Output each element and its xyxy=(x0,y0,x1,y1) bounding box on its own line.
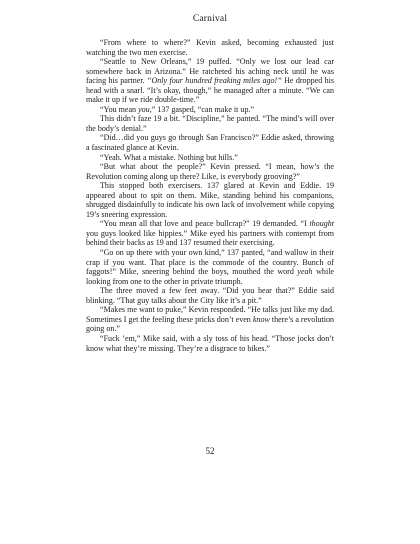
italic-run: thought xyxy=(309,219,334,229)
italic-run: “Only four hundred freaking miles ago!” xyxy=(147,76,282,86)
body-text xyxy=(86,38,334,353)
paragraph xyxy=(86,38,334,57)
text-run: “You mean xyxy=(100,104,139,114)
text-run: “But what about the people?” Kevin pressed. “I mean, how’s the Revolution coming along up there? Like, is everybody grooving?” xyxy=(86,162,334,181)
paragraph xyxy=(86,105,334,115)
text-run: there’s a revolution going on.” xyxy=(86,314,334,334)
text-run: He dropped his head with a snarl. “It’s okay, though,” he managed after a minute. “We can make it up if we ride double-time.” xyxy=(86,76,334,105)
text-run: “Makes me want to puke,” Kevin responded. “He talks just like my dad. Sometimes I get the feeling these pricks don’t even xyxy=(86,305,334,324)
text-run: “From where to where?” Kevin asked, becoming exhausted just watching the two men exercise. xyxy=(86,38,334,57)
text-run: This stopped both exercisers. 137 glared at Kevin and Eddie. 19 appeared about to spit on them. Mike, standing behind his companions, shrugged disdainfully to indicate his own lack of involvement while copying 19’s sneering expression. xyxy=(86,181,334,219)
paragraph xyxy=(86,248,334,286)
paragraph xyxy=(86,153,334,163)
paragraph xyxy=(86,57,334,105)
paragraph xyxy=(86,286,334,305)
text-run: “Did…did you guys go through San Francisco?” Eddie asked, throwing a fascinated glance at Kevin. xyxy=(86,133,334,153)
text-run: This didn’t faze 19 a bit. “Discipline,” he panted. “The mind’s will over the body’s denial.” xyxy=(86,114,334,133)
text-run: The three moved a few feet away. “Did you hear that?” Eddie said blinking. “That guy talks about the City like it’s a pit.” xyxy=(86,286,334,305)
paragraph xyxy=(86,162,334,181)
text-run: “Fuck ’em,” Mike said, with a sly toss of his head. “Those jocks don’t know what they’re missing. They’re a disgrace to bikes.” xyxy=(86,333,334,353)
text-run: while looking from one to the other in private triumph. xyxy=(86,267,334,286)
text-run: “Yeah. What a mistake. Nothing but hills.” xyxy=(100,152,238,162)
paragraph xyxy=(86,334,334,353)
page-number: 52 xyxy=(205,446,215,456)
paragraph xyxy=(86,219,334,248)
text-run: “Seattle to New Orleans,” 19 puffed. “Only we lost our lead car somewhere back in Arizona.” He ratcheted his aching neck until he was facing his partner. xyxy=(86,57,334,86)
paragraph xyxy=(86,114,334,133)
paragraph xyxy=(86,133,334,152)
text-run: “Go on up there with your own kind,” 137 panted, “and wallow in their crap if you want. That place is the commode of the country. Bunch of faggots!” Mike, sneering behind the boys, mouthed the word xyxy=(86,248,334,277)
text-run: ,” 137 gasped, “can make it up.” xyxy=(149,104,255,114)
italic-run: know xyxy=(252,314,270,324)
italic-run: yeah xyxy=(297,267,313,277)
text-run: you guys looked like hippies.” Mike eyed his partners with contempt from behind their backs as 19 and 137 resumed their exercising. xyxy=(86,228,334,248)
italic-run: you xyxy=(138,104,150,114)
running-head: Carnival xyxy=(192,14,228,24)
text-run: “You mean all that love and peace bullcrap?” 19 demanded. “I xyxy=(100,219,310,229)
paragraph xyxy=(86,305,334,334)
paragraph xyxy=(86,181,334,219)
